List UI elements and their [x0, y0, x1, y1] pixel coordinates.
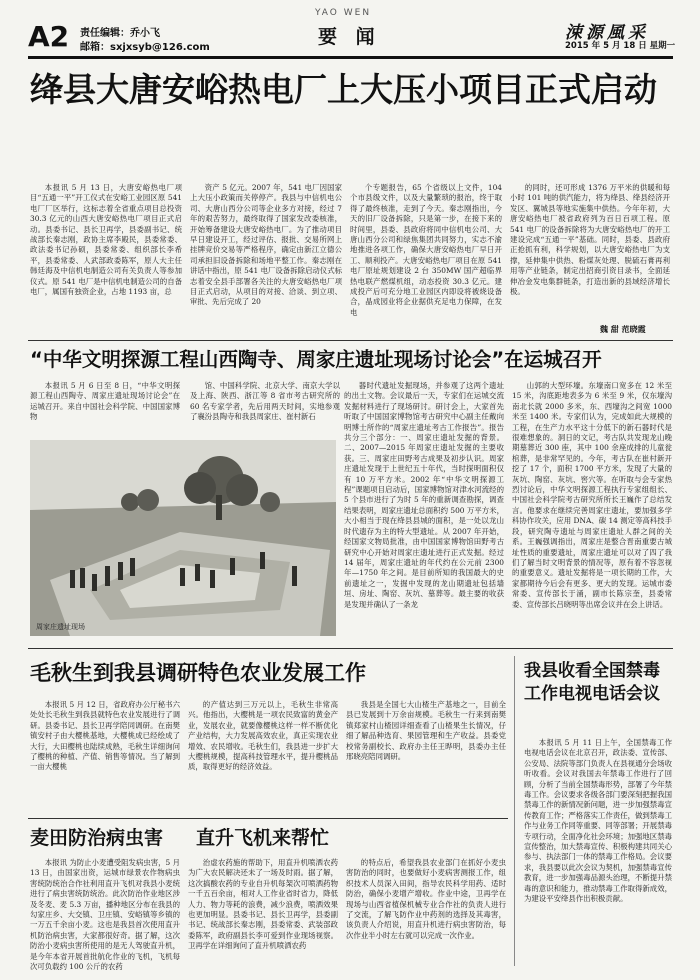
- email-line: 邮箱：sxjxsyb@126.com: [80, 42, 210, 53]
- article2-col4: 山郭的大型环壕。东壕南口宽多在 12 米至 15 米，沟底距地表多为 6 米至 9 米，仅东壕沟南北长就 2000 多米，东、西壕沟之间宽 1000 米至 1400 米。专家们认为，完成如此大规模的工程，在生产力水平这十分低下的新石器时代是很难想象的。洞日的文记，考古队共发现龙山晚期墓葬近 300 座，其中 100 余座成排的儿童瓮棺葬，是非常罕见的。今年，考古队在崔村新开挖了 17 个，面积 1700 平方米，发现了大量的灰坑、陶窑、灰坑、窖穴等。在听取与会专家热烈讨论后，中华文明探源工程执行专家组组长、中国社会科学院考古研究所所长王巍作了总结发言。他要求在继续完善周家庄遗址，要加强多学科协作攻关，应用 DNA、碳 14 测定等高科技手段，研究陶寺遗址与周家庄遗址人群之间的关系。王巍强调指出，周家庄是整合晋南重要古城址性质的重要遗址，周家庄遗址可以对了四了我们了解当时文明背景的情况等，原有着不容忽视的重要意义。遗址发掘将是一项长期的工作，大家都期待今后会有更多、更大的发现。运城市委常委、宣传部长于涌，副市长陈宗奎，县委常委、宣传部长吕晓明等出席会议并在会上讲话。: [512, 381, 672, 609]
- article3-headline: 毛秋生到我县调研特色农业发展工作: [30, 661, 366, 685]
- divider-2: [28, 648, 673, 649]
- article2-col3: 器时代遗址发掘现场，并参观了这两个遗址的出土文物。会议最后一天，专家们在运城交流发掘材料进行了现场研讨。研讨会上，大家首先听取了中国国家博物馆考古研究中心副主任戴向明博士所作的“周家庄遗址考古工作报告”。报告共分三个部分：一、周家庄遗址发掘的背景。二、2007—2015 年周家庄遗址发掘的主要收获。三、周家庄田野考古成果及初步认识。周家庄遗址发现于上世纪五十年代，当时探明面积仅有 10 万平方米。2002 年“中华文明探源工程”课题项目启动后，国家博物馆对津水河流经的 5 个县市进行了为时 5 年的重新调查勘探，调查结果表明，周家庄遗址总面积约 500 万平方米，大小相当于现在绛县县城的面积，是一处以龙山时代遗存为主的特大型遗址。从 2007 年开始，经国家文物局批准，由中国国家博物馆田野考古研究中心开始对周家庄遗址进行正式发掘。经过 14 届年，周家庄遗址的年代约在公元前 2300 年—1750 年之间。是目前所知的我国最大的史前遗址之一，发掘中发现的龙山期遗址包括墙垣、房址、陶窑、灰坑、墓葬等。最主要的收获是发现并确认了一条龙: [344, 381, 504, 609]
- issue-date: 2015 年 5 月 18 日 星期一: [565, 41, 676, 51]
- article3-col3: 我县是全国七大山楂生产基地之一，目前全县已发展到十万余亩规模。毛秋生一行来到南樊镇郑家村山楂园详细查看了山楂果生长情况，仔细了解品种选育、果园管理和生产收益。县委党校常务副校长、政府办主任王晔明，县委办主任邢晓亮陪同调研。: [346, 700, 506, 762]
- paper-name: 涑源風采: [565, 23, 649, 43]
- article5-col1: 本报讯 为防止小麦遭受阻发病虫害，5 月 13 日，由国家出资，运城市绿景农作物病虫害统防统治合作社利用直升飞机对我县小麦统进行了病虫害统防统治。此次防治作业地区涉及冬麦、麦 5.3 万亩，播种地区分布在我县的勾家庄乡、大交镇、卫庄镇、安峪镇等乡镇的一万五千余亩小麦。这也是我县首次使用直升机防治病虫害，大家都很好奇。据了解，这次防治小麦病虫害所使用的是无人驾驶直升机，是今年本省开展首批航化作业的飞机，飞机每次可负载约 100 公斤的农药: [30, 858, 180, 972]
- article1-col4: 的同时，还可形成 1376 万平米的供暖和每小时 101 吨的供汽能力，将为绛县、绛县经济开发区、翼城县等地实施集中供热。今年年初，大唐安峪热电厂被省政府列为百日百项工程。原 541 电厂的设备拆除将为大唐安峪热电厂的开工建设完成“五通一平”基础。同时，县委、县政府正抢抓有利，科学规划，以大唐安峪热电厂为支撑，延伸集中供热、粉煤灰处理、脱硫石膏再利用等产业链条，制定出招商引资目录书，全面延伸冶金发电集群链条，打造出新的县域经济增长极。: [510, 183, 670, 297]
- article1-col3: 个专题报告，65 个省级以上文件，104 个市县级文件，以及大量繁琐的报治，终于取得了最终核准，走到了今天。秦志刚指出，今天的旧厂设备拆除，只是第一步，在接下来的时间里，县委、县政府将同中信机电公司、大唐山西分公司和绿焦集团共同努力，实志不渝地推进各项工作，确保大唐安峪热电厂早日开工、顺利投产。大唐安峪热电厂项目在原 541 电厂原址规划建设 2 台 350MW 国产超临界热电联产燃煤机组，动态投资 30.3 亿元。建成投产后可充分地工业园区内即设将被烧设备合，晶成园业将企业据供充足电力保障，在发电: [350, 183, 502, 317]
- article5-headline-left: 麦田防治病虫害: [30, 827, 164, 849]
- article5-headline-right: 直升飞机来帮忙: [196, 827, 330, 849]
- excavation-photo: [30, 440, 336, 636]
- article1-byline: 魏 甜 范晓霞: [600, 324, 646, 334]
- editor-line: 责任编辑：乔小飞: [80, 28, 160, 39]
- article2-headline: “中华文明探源工程山西陶寺、周家庄遗址现场讨论会”在运城召开: [30, 348, 602, 371]
- divider-1: [28, 340, 673, 341]
- article4-headline: 我县收看全国禁毒工作电视电话会议: [524, 661, 660, 704]
- article1-headline: 绛县大唐安峪热电厂上大压小项目正式启动: [30, 70, 657, 109]
- article3-col2: 的产值达到三万元以上，毛秋生非常高兴。他指出，大樱桃是一项农民致富的黄金产业，发展农业，就要像樱桃这样一样不断优化产业结构，大力发展高效农业，真正实现农业增效、农民增收。毛秋生们，我县进一步扩大大樱桃规模，提高科技管理水平，提升樱桃品质，取得更好的经济效益。: [188, 700, 338, 772]
- section-pinyin: YAO WEN: [315, 8, 372, 18]
- page-code: A2: [28, 20, 70, 53]
- article5-col3: 的特点后，希望我县农业部门在抓好小麦虫害防治的同时，也要做好小麦病害测报工作，组织技术人员深入田间，指导农民科学用药、适时防治，确保小麦增产增收。作业中途，卫再学在现场与山西省植保机械专业合作社的负责人进行了交流，了解飞防作业中药剂的选择及其毒害，该负责人介绍说，用直升机进行病虫害防治，每次作业半小时左右就可以完成一次作业。: [346, 858, 506, 940]
- section-title: 要 闻: [318, 26, 381, 48]
- photo-caption: 周家庄遗址现场: [36, 623, 85, 631]
- article5-col2: 治虚农药施的帮助下，用直升机喷洒农药为广大农民解决还未了一场及时雨。据了解，这次搞酸农药的专业自升机每架次可喷洒药物一千五百余亩，相对人工作业省时省力，降低人力、物力等耗的浪费，减少浪费，喷洒效果也更加明显。县委书记、县长卫再学，县委副书记、统战部长秦志刚，县委常委、武装部政委陈军，政府副县长李可爱到作业现场视察。卫再学在详细询问了直升机喷洒农药: [188, 858, 338, 951]
- article3-col1: 本报讯 5 月 12 日，省政府办公厅秘书六处处长毛秋生到我县就特色农业发展进行了调研。县委书记、县长卫再学陪同调研。在南樊镇安村子由大樱桃基地，大樱桃成已经绘成了大行，大田樱桃也陆续成熟，毛秋生详细询问了樱桃的种植、产值、销售等情况。当了解到一亩大樱桃: [30, 700, 180, 772]
- divider-3: [28, 818, 508, 819]
- excavation-illustration: [30, 440, 336, 636]
- article2-col1: 本报讯 5 月 6 日至 8 日，“中华文明探源工程山西陶寺、周家庄遗址现场讨论会”在运城召开。来自中国社会科学院、中国国家博物: [30, 381, 180, 422]
- article1-col2: 资产 5 亿元。2007 年，541 电厂因国家上大压小政策而关停停产。我县与中信机电公司、大唐山西分公司等企业多方对接，经过 7 年的艰苦努力，最终取得了国家发改委核准，开始筹备建设大唐安峪热电厂。为了推动项目早日建设开工，经过评估、报批、交易所网上挂牌竞价交易等严格程序，确定由新江立德公司承担旧设备拆除和场地平整工作。秦志刚在讲话中指出，原 541 电厂设备拆除启动仪式标志着安全县手部署各关注的大唐安峪热电厂项目正式启动，从项目的对接、洽谈、到立项、审批、先后完成了 20: [190, 183, 342, 307]
- article4-body: 本报讯 5 月 11 日上午，全国禁毒工作电视电话会议在北京召开，政法委、宣传部、公安局、法院等部门负责人在县视通分会场收听收看。会议对我国去年禁毒工作进行了回顾，分析了当前全国禁毒形势，部署了今年禁毒工作。会议要求各级各部门要深刻把握我国禁毒工作的新情况新问题，进一步加强禁毒宣传教育工作；严格落实工作责任，做到禁毒工作与业务工作同等重要、同等部署；开展禁毒专项行动，全面净化社会环境；加强地区禁毒宣传整治，加大禁毒宣传、积极构建共同关心参与、执法部门一体的禁毒工作格局。会议要求，我县要以此次会议为契机，加强禁毒宣传教育，进一步加强毒品源头治理，不断提升禁毒的意识和能力，推动禁毒工作取得新成效，为建设平安绛县作出积极贡献。: [524, 738, 672, 904]
- article1-col1: 本报讯 5 月 13 日，大唐安峪热电厂项目“五通一平”开工仪式在安峪工业园区原 541 电厂厂区举行，这标志着全省重点项目总投资 30.3 亿元的山西大唐安峪热电厂项目正式启动。县委书记、县长卫再学，县委副书记、统战部长秦志刚，政协主席李殿民，县委常委、政法委书记孙硕，县委常委、组织部长李希平，县委常委、人武部政委陈军，原人大主任韩廷海及中信机电制造公司有关负责人等参加仪式。原 541 电厂是中信机电制造公司的自备电厂，属国有独资企业，占地 1193 亩，总: [30, 183, 182, 297]
- article2-col2: 馆、中国科学院、北京大学、南京大学以及上海、陕西、浙江等 8 省市考古研究所的 60 名专家学者，先后用两天时间，实地参观了襄汾县陶寺和我县周家庄、崔村新石: [190, 381, 340, 422]
- sidebar-divider: [514, 656, 515, 966]
- header-rule: [28, 56, 673, 59]
